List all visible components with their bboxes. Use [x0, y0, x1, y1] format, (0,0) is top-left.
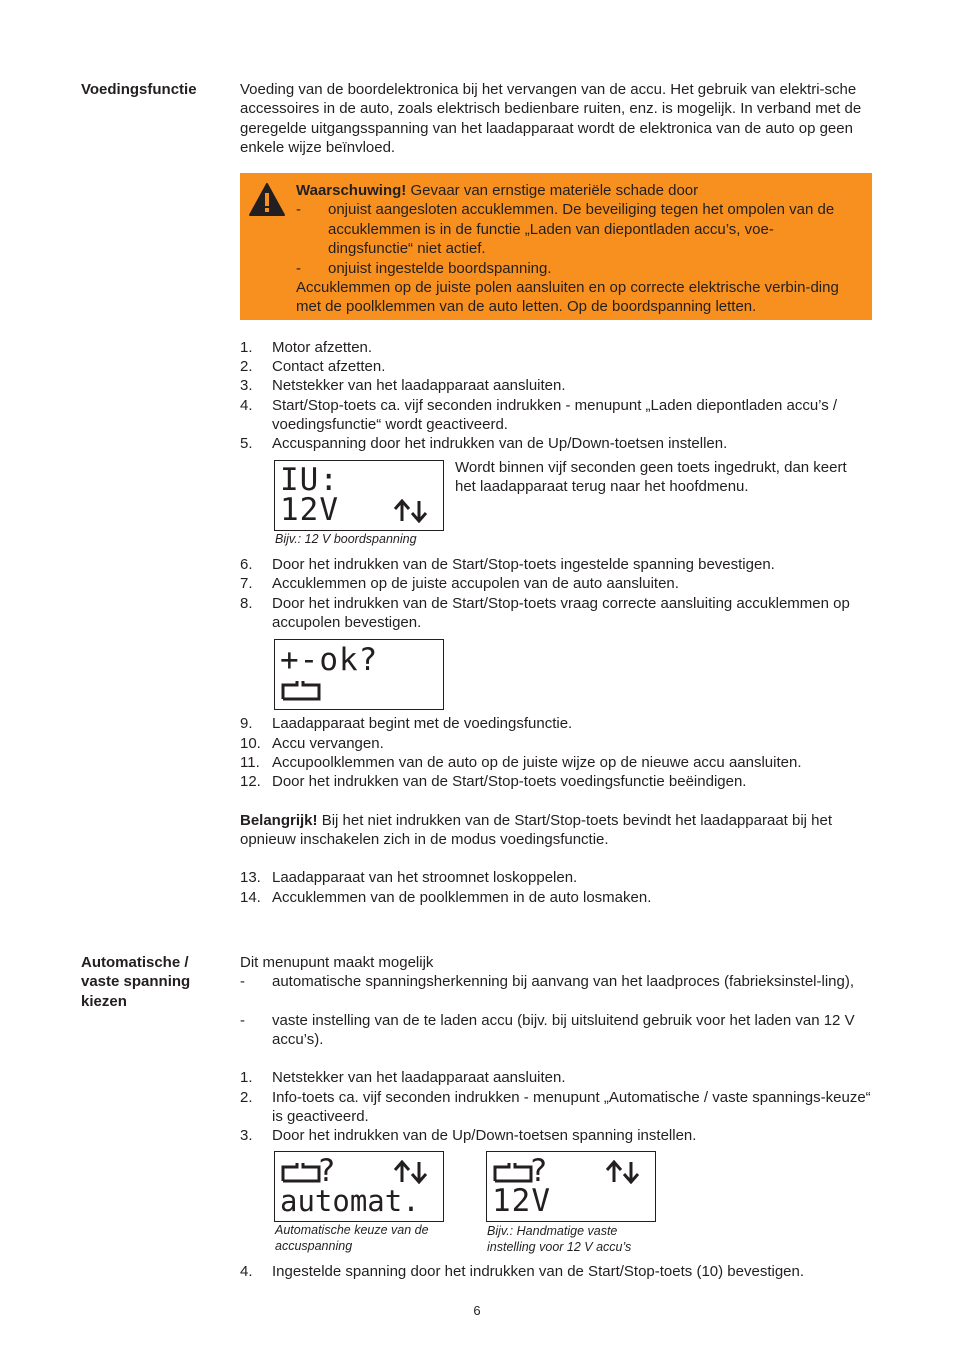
display-note: Wordt binnen vijf seconden geen toets ingedrukt, dan keert het laadapparaat terug naar het hoofdmenu.: [455, 459, 847, 496]
list-item: 13. Laadapparaat van het stroomnet loskoppelen.: [240, 869, 578, 886]
lcd-line-1: IU:: [280, 462, 339, 498]
list-item: 14. Accuklemmen van de poolklemmen in de auto losmaken.: [240, 889, 652, 906]
warning-item: - onjuist ingestelde boordspanning.: [296, 259, 552, 277]
list-item: 2. Contact afzetten.: [240, 358, 386, 375]
section-heading-spanning-kiezen: Automatische / vaste spanning kiezen: [81, 954, 191, 1010]
lcd-display-manual-12v: [486, 1151, 656, 1222]
list-item: 9. Laadapparaat begint met de voedingsfunctie.: [240, 715, 573, 732]
section-heading-voedingsfunctie: Voedingsfunctie: [81, 81, 197, 98]
list-item: 12. Door het indrukken van de Start/Stop-toets voedingsfunctie beëindigen.: [240, 773, 747, 790]
bullet-item: - vaste instelling van de te laden accu (bijv. bij uitsluitend gebruik voor het laden van 12 V accu’s).: [240, 1012, 855, 1049]
warning-text: [296, 181, 856, 317]
display-caption: Bijv.: Handmatige vaste instelling voor 12 V accu’s: [487, 1224, 632, 1254]
page-number: 6: [473, 1303, 481, 1318]
list-item: 2. Info-toets ca. vijf seconden indrukken - menupunt „Automatische / vaste spannings-keuze“ is geactiveerd.: [240, 1089, 871, 1126]
warning-triangle-icon: [249, 183, 285, 217]
list-item: 8. Door het indrukken van de Start/Stop-toets vraag correcte aansluiting accuklemmen op accupolen bevestigen.: [240, 595, 850, 632]
list-item: 3. Netstekker van het laadapparaat aansluiten.: [240, 377, 566, 394]
warning-title: Waarschuwing!: [296, 182, 407, 199]
lcd-line-2: automat.: [280, 1184, 420, 1218]
lcd-line-2: 12V: [492, 1183, 551, 1219]
list-item: 4. Ingestelde spanning door het indrukken van de Start/Stop-toets (10) bevestigen.: [240, 1263, 805, 1280]
section-intro: Voeding van de boordelektronica bij het vervangen van de accu. Het gebruik van elektri-sche accessoires in de auto, zoals elektrisch bedienbare ruiten, enz. is mogelijk. In verband met de geregelde uitgangsspanning van het laadapparaat wordt de elektronica van de auto op geen enkele wijze beïnvloed.: [240, 81, 862, 157]
bullet-item: - automatische spanningsherkenning bij aanvang van het laadproces (fabrieksinstel-ling),: [240, 973, 855, 990]
section-intro: Dit menupunt maakt mogelijk: [240, 954, 434, 971]
list-item: 1. Motor afzetten.: [240, 339, 373, 356]
warning-lead: Gevaar van ernstige materiële schade door: [406, 182, 699, 199]
lcd-line-1: ?: [317, 1153, 337, 1189]
battery-icon: [493, 1161, 533, 1183]
lcd-line-1: ?: [529, 1153, 549, 1189]
display-caption: Bijv.: 12 V boordspanning: [275, 532, 417, 546]
lcd-line-1: +-ok?: [280, 642, 379, 678]
list-item: 11. Accupoolklemmen van de auto op de juiste wijze op de nieuwe accu aansluiten.: [240, 754, 802, 771]
list-item: 10. Accu vervangen.: [240, 735, 384, 752]
lcd-display-iu-12v: [274, 460, 444, 531]
list-item: 1. Netstekker van het laadapparaat aansluiten.: [240, 1069, 566, 1086]
list-item: 7. Accuklemmen op de juiste accupolen van de auto aansluiten.: [240, 575, 679, 592]
lcd-display-ok: [274, 639, 444, 710]
list-item: 6. Door het indrukken van de Start/Stop-toets ingestelde spanning bevestigen.: [240, 556, 775, 573]
battery-icon: [281, 1161, 321, 1183]
lcd-line-2: 12V: [280, 492, 339, 528]
list-item: 5. Accuspanning door het indrukken van de Up/Down-toetsen instellen.: [240, 435, 728, 452]
warning-footer: Accuklemmen op de juiste polen aansluiten en op correcte elektrische verbin-ding met de poolklemmen van de auto letten. Op de boordspanning letten.: [296, 279, 839, 316]
up-down-arrows-icon: [393, 1160, 429, 1184]
display-caption: Automatische keuze van de accuspanning: [275, 1223, 429, 1253]
important-note: [240, 811, 872, 850]
warning-item: - onjuist aangesloten accuklemmen. De beveiliging tegen het ompolen van de accuklemmen is in de functie „Laden van diepontladen accu’s, voe-dingsfunctie“ niet actief.: [296, 201, 835, 258]
important-text: Bij het niet indrukken van de Start/Stop-toets bevindt het laadapparaat bij het opnieuw inschakelen zich in de modus voedingsfunctie.: [240, 812, 833, 849]
up-down-arrows-icon: [393, 499, 429, 523]
list-item: 4. Start/Stop-toets ca. vijf seconden indrukken - menupunt „Laden diepontladen accu’s / voedingsfunctie“ wordt geactiveerd.: [240, 397, 838, 434]
important-label: Belangrijk!: [240, 812, 318, 829]
lcd-display-automat: [274, 1151, 444, 1222]
list-item: 3. Door het indrukken van de Up/Down-toetsen spanning instellen.: [240, 1127, 697, 1144]
battery-icon: [281, 679, 321, 701]
warning-box: [240, 173, 872, 320]
up-down-arrows-icon: [605, 1160, 641, 1184]
